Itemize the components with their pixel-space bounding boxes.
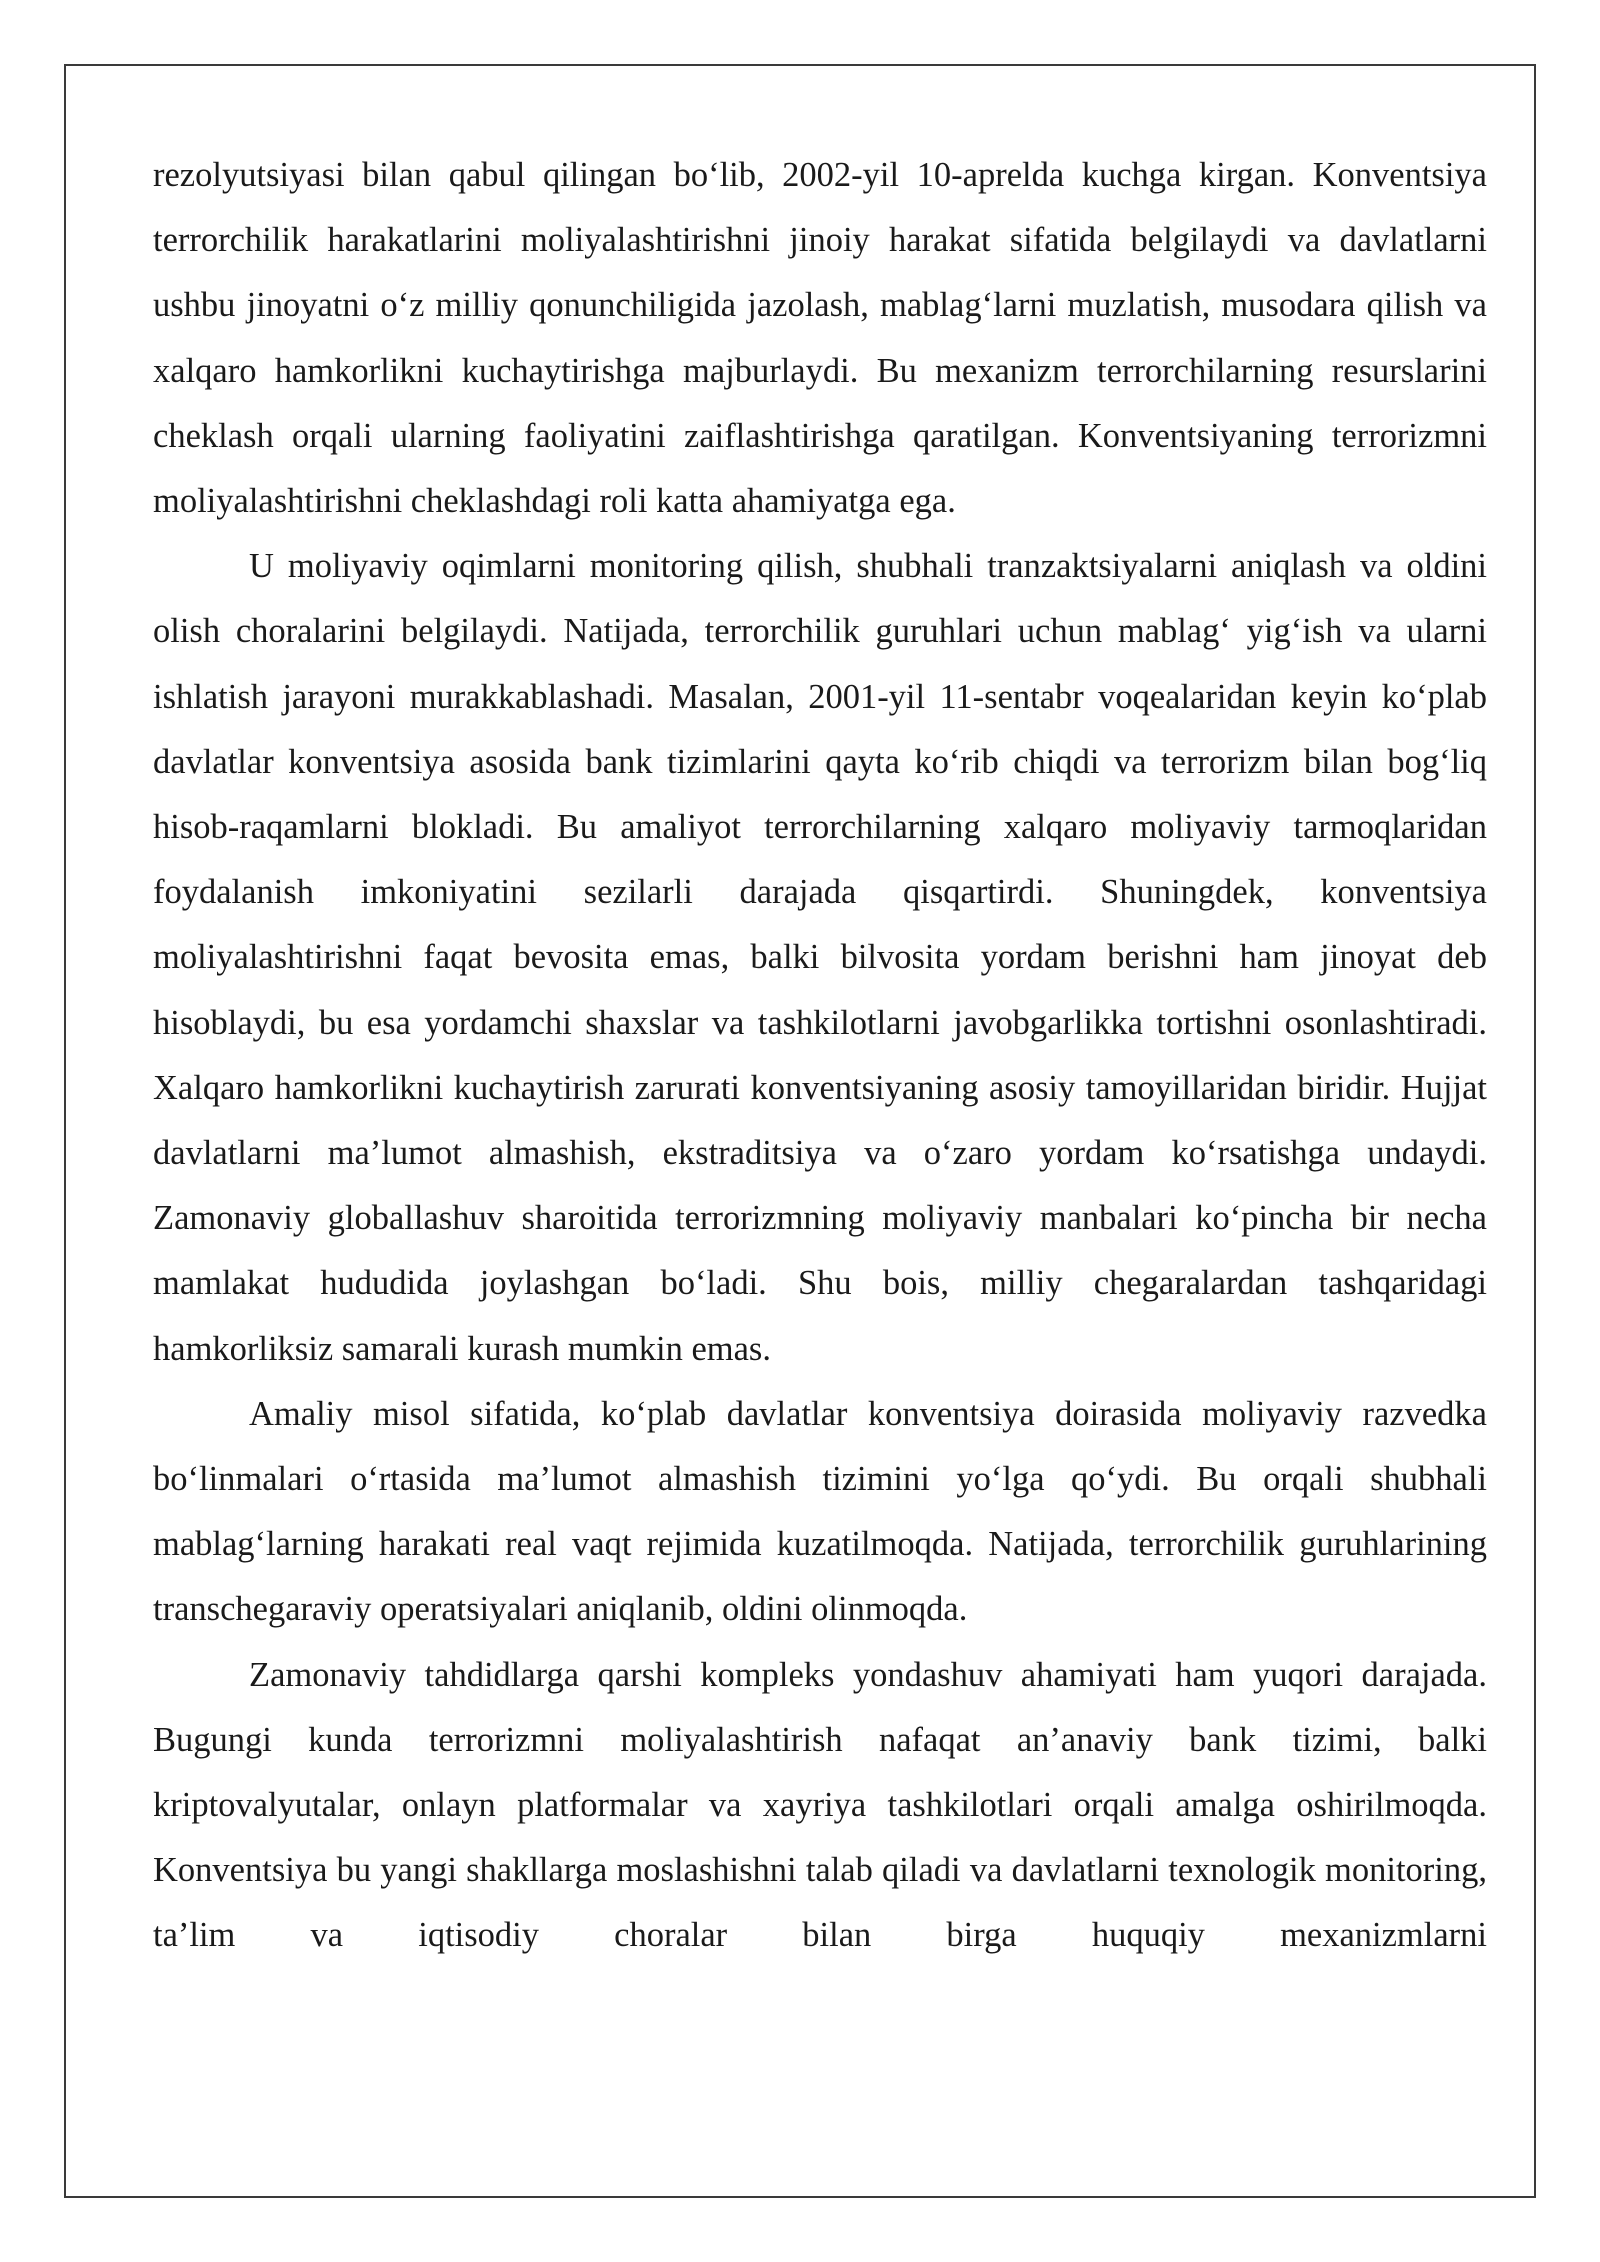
paragraph-4-last: Zamonaviy tahdidlarga qarshi kompleks yondashuv ahamiyati ham yuqori darajada. Bugungi kunda terrorizmni moliyalashtirish nafaqat an’anaviy bank tizimi, balki kriptovalyutalar, onlayn platformalar va xayriya tashkilotlari orqali amalga oshirilmoqda. Konventsiya bu yangi shakllarga moslashishni talab qiladi va davlatlarni texnologik monitoring, ta’lim va iqtisodiy choralar bilan birga huquqiy mexanizmlarni	[153, 1655, 1487, 1955]
paragraph-3: Amaliy misol sifatida, ko‘plab davlatlar konventsiya doirasida moliyaviy razvedka bo‘linmalari o‘rtasida ma’lumot almashish tizimini yo‘lga qo‘ydi. Bu orqali shubhali mablag‘larning harakati real vaqt rejimida kuzatilmoqda. Natijada, terrorchilik guruhlarining transchegaraviy operatsiyalari aniqlanib, oldini olinmoqda.	[153, 1394, 1487, 1629]
document-body	[153, 143, 1487, 1969]
paragraph-1: rezolyutsiyasi bilan qabul qilingan bo‘lib, 2002-yil 10-aprelda kuchga kirgan. Konventsiya terrorchilik harakatlarini moliyalashtirishni jinoiy harakat sifatida belgilaydi va davlatlarni ushbu jinoyatni o‘z milliy qonunchiligida jazolash, mablag‘larni muzlatish, musodara qilish va xalqaro hamkorlikni kuchaytirishga majburlaydi. Bu mexanizm terrorchilarning resurslarini cheklash orqali ularning faoliyatini zaiflashtirishga qaratilgan. Konventsiyaning terrorizmni moliyalashtirishni cheklashdagi roli katta ahamiyatga ega.	[153, 156, 1487, 521]
paragraph-2: U moliyaviy oqimlarni monitoring qilish, shubhali tranzaktsiyalarni aniqlash va oldini olish choralarini belgilaydi. Natijada, terrorchilik guruhlari uchun mablag‘ yig‘ish va ularni ishlatish jarayoni murakkablashadi. Masalan, 2001-yil 11-sentabr voqealaridan keyin ko‘plab davlatlar konventsiya asosida bank tizimlarini qayta ko‘rib chiqdi va terrorizm bilan bog‘liq hisob-raqamlarni blokladi. Bu amaliyot terrorchilarning xalqaro moliyaviy tarmoqlaridan foydalanish imkoniyatini sezilarli darajada qisqartirdi. Shuningdek, konventsiya moliyalashtirishni faqat bevosita emas, balki bilvosita yordam berishni ham jinoyat deb hisoblaydi, bu esa yordamchi shaxslar va tashkilotlarni javobgarlikka tortishni osonlashtiradi. Xalqaro hamkorlikni kuchaytirish zarurati konventsiyaning asosiy tamoyillaridan biridir. Hujjat davlatlarni ma’lumot almashish, ekstraditsiya va o‘zaro yordam ko‘rsatishga undaydi. Zamonaviy globallashuv sharoitida terrorizmning moliyaviy manbalari ko‘pincha bir necha mamlakat hududida joylashgan bo‘ladi. Shu bois, milliy chegaralardan tashqaridagi hamkorliksiz samarali kurash mumkin emas.	[153, 547, 1487, 1368]
